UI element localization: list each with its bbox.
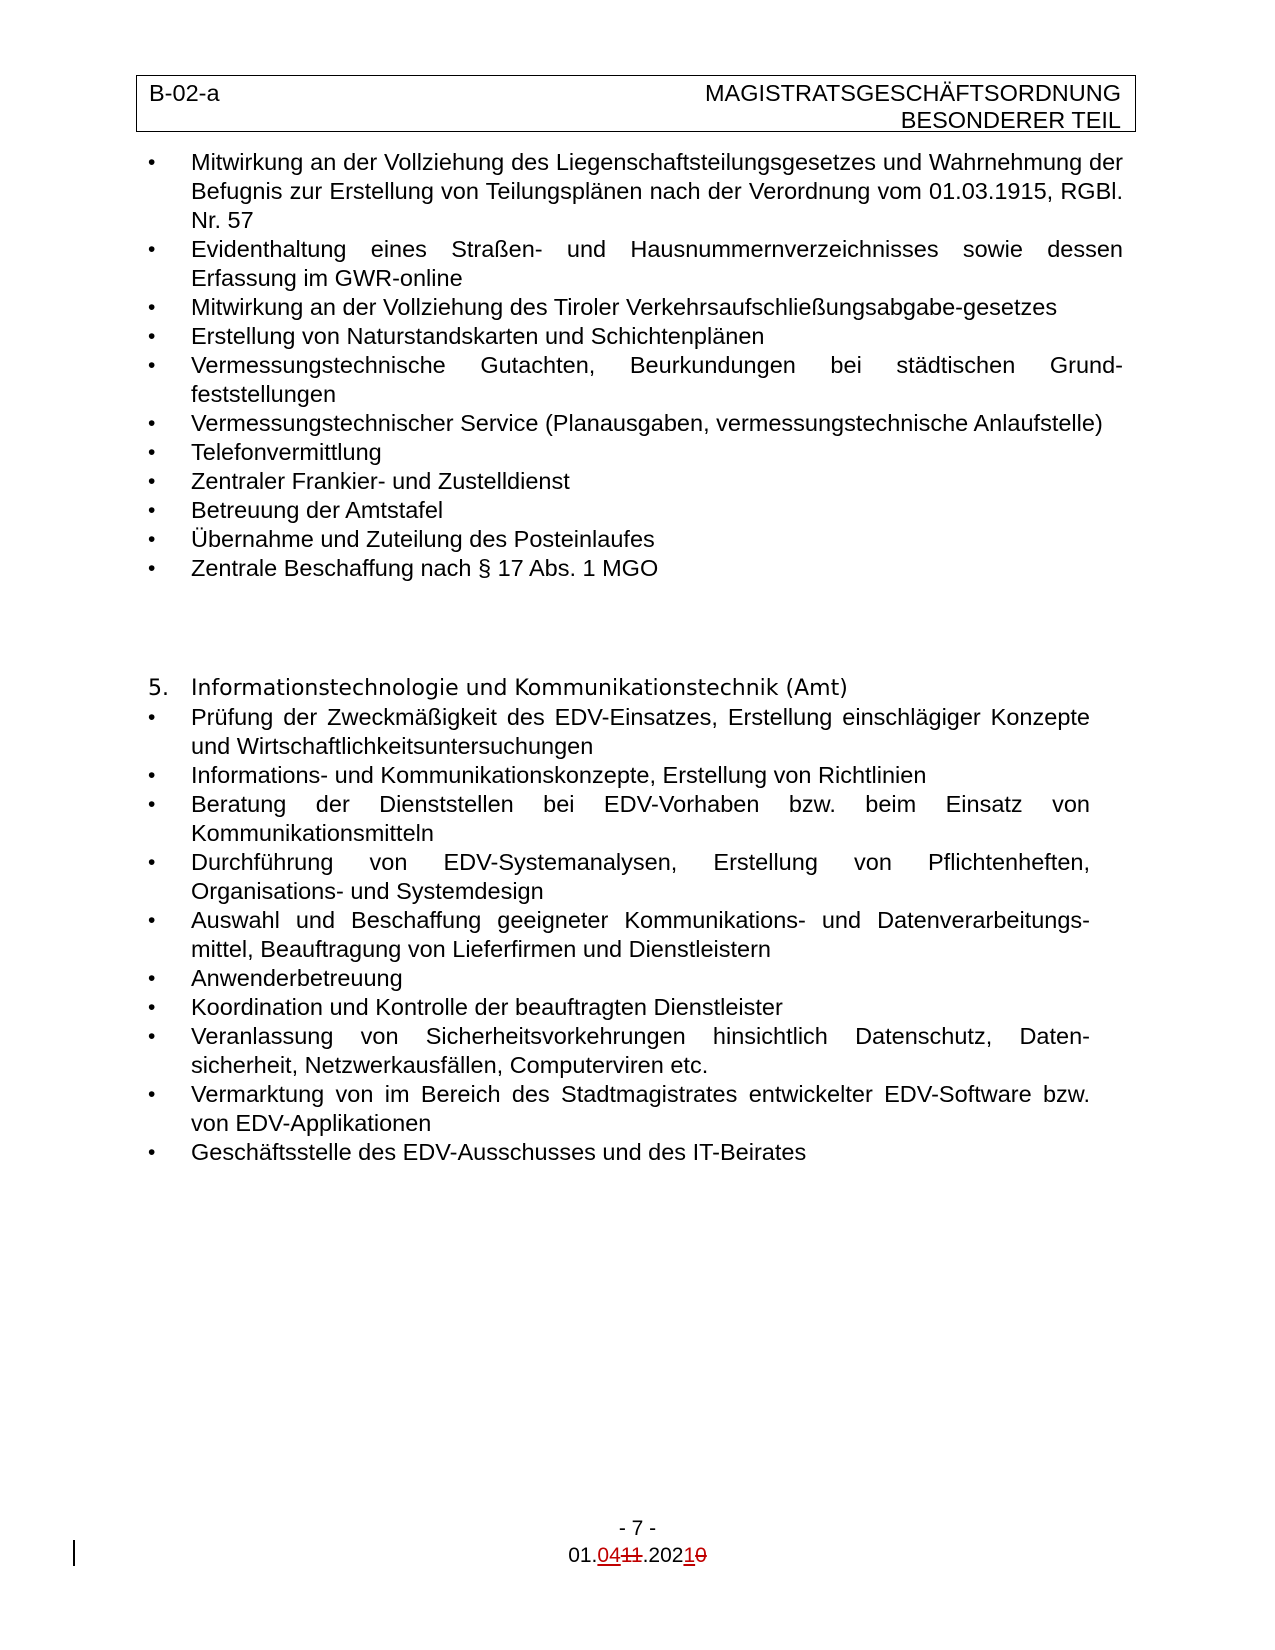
bullet-icon: • [148, 354, 156, 377]
page-header [136, 75, 1136, 132]
list-item: • Vermessungstechnische Gutachten, Beurkundungen bei städtischen Grund-feststellungen [148, 352, 1123, 407]
list-item: • Prüfung der Zweckmäßigkeit des EDV-Einsatzes, Erstellung einschlägiger Konzepte und Wirtschaftlichkeitsuntersuchungen [148, 704, 1090, 759]
page-number: - 7 - [618, 1517, 657, 1540]
list-item: • Zentraler Frankier- und Zustelldienst [148, 468, 570, 494]
bullet-icon: • [148, 909, 156, 932]
bullet-icon: • [148, 238, 156, 261]
task-list-it [148, 703, 1090, 1167]
list-item: • Veranlassung von Sicherheitsvorkehrungen hinsichtlich Datenschutz, Daten-sicherheit, Netzwerkausfällen, Computerviren etc. [148, 1023, 1090, 1078]
task-list-surveying [148, 148, 1123, 583]
list-item: • Vermessungstechnischer Service (Planausgaben, vermessungstechnische Anlaufstelle) [148, 410, 1103, 436]
bullet-icon: • [148, 967, 156, 990]
list-item: • Beratung der Dienststellen bei EDV-Vorhaben bzw. beim Einsatz von Kommunikationsmitteln [148, 791, 1090, 846]
list-item: • Mitwirkung an der Vollziehung des Tiroler Verkehrsaufschließungsabgabe-gesetzes [148, 294, 1058, 320]
deleted-text: 0 [695, 1544, 707, 1567]
bullet-icon: • [148, 151, 156, 174]
list-item: • Betreuung der Amtstafel [148, 497, 444, 523]
bullet-icon: • [148, 706, 156, 729]
section-number: 5. [148, 676, 169, 701]
revision-date: 01.0411.20210 [568, 1544, 707, 1567]
bullet-icon: • [148, 325, 156, 348]
bullet-icon: • [148, 499, 156, 522]
deleted-text: 11 [620, 1544, 643, 1567]
list-item: • Mitwirkung an der Vollziehung des Liegenschaftsteilungsgesetzes und Wahrnehmung der Befugnis zur Erstellung von Teilungsplänen nach der Verordnung vom 01.03.1915, RGBl. Nr. 57 [148, 149, 1123, 233]
list-item: • Zentrale Beschaffung nach § 17 Abs. 1 MGO [148, 555, 659, 581]
document-title-line2: BESONDERER TEIL [900, 107, 1121, 133]
bullet-icon: • [148, 296, 156, 319]
bullet-icon: • [148, 996, 156, 1019]
bullet-icon: • [148, 851, 156, 874]
list-item: • Vermarktung von im Bereich des Stadtmagistrates entwickelter EDV-Software bzw. von EDV-Applikationen [148, 1081, 1090, 1136]
bullet-icon: • [148, 1141, 156, 1164]
inserted-text: 04 [597, 1544, 621, 1567]
bullet-icon: • [148, 441, 156, 464]
bullet-icon: • [148, 764, 156, 787]
document-title-line1: MAGISTRATSGESCHÄFTSORDNUNG [704, 80, 1121, 106]
document-code: B-02-a [149, 80, 220, 106]
list-item: • Telefonvermittlung [148, 439, 382, 465]
inserted-text: 1 [683, 1544, 696, 1567]
document-title [705, 80, 1121, 134]
list-item: • Anwenderbetreuung [148, 965, 403, 991]
bullet-icon: • [148, 528, 156, 551]
bullet-icon: • [148, 470, 156, 493]
list-item: • Geschäftsstelle des EDV-Ausschusses und des IT-Beirates [148, 1139, 807, 1165]
list-item: • Auswahl und Beschaffung geeigneter Kommunikations- und Datenverarbeitungs-mittel, Beauftragung von Lieferfirmen und Dienstleistern [148, 907, 1090, 962]
section-title: Informationstechnologie und Kommunikationstechnik (Amt) [191, 676, 848, 701]
list-item: • Erstellung von Naturstandskarten und Schichtenplänen [148, 323, 765, 349]
bullet-icon: • [148, 1025, 156, 1048]
change-bar [73, 1540, 75, 1566]
bullet-icon: • [148, 1083, 156, 1106]
list-item: • Übernahme und Zuteilung des Posteinlaufes [148, 526, 655, 552]
list-item: • Informations- und Kommunikationskonzepte, Erstellung von Richtlinien [148, 762, 927, 788]
bullet-icon: • [148, 412, 156, 435]
list-item: • Durchführung von EDV-Systemanalysen, Erstellung von Pflichtenheften, Organisations- und Systemdesign [148, 849, 1090, 904]
list-item: • Evidenthaltung eines Straßen- und Hausnummernverzeichnisses sowie dessen Erfassung im GWR-online [148, 236, 1123, 291]
bullet-icon: • [148, 557, 156, 580]
bullet-icon: • [148, 793, 156, 816]
list-item: • Koordination und Kontrolle der beauftragten Dienstleister [148, 994, 783, 1020]
